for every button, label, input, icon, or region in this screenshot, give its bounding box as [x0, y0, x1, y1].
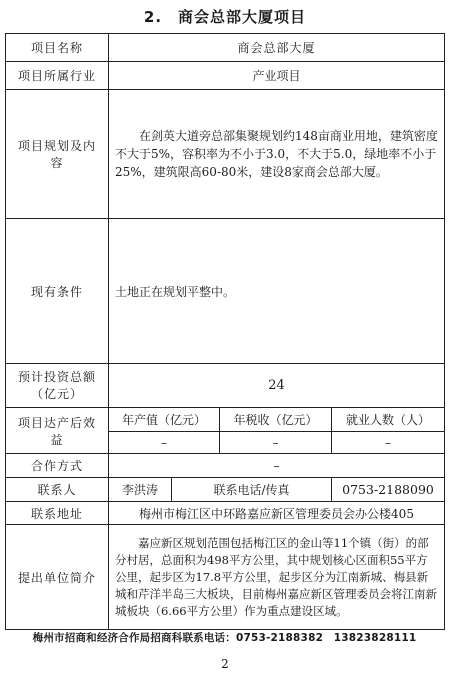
phone-label: 联系电话/传真	[172, 478, 332, 502]
project-table	[5, 33, 445, 630]
contact-name: 李洪涛	[109, 478, 172, 502]
industry-label: 项目所属行业	[6, 62, 109, 90]
row-benefit-headers	[6, 408, 445, 432]
benefit-header-output: 年产值（亿元）	[109, 408, 220, 432]
row-contact	[6, 478, 445, 502]
brief-value: 嘉应新区规划范围包括梅江区的金山等11个镇（街）的部分村居，总面积为498平方公里，其中规划核心区面积55平方公里，起步区为17.8平方公里，起步区分为江南新城、梅县新城和芹洋半岛三大板块，目前梅州嘉应新区管理委员会将江南新城板块（6.66平方公里）作为重点建设区域。	[109, 525, 445, 630]
benefit-value-jobs: –	[332, 432, 445, 454]
cooperation-label: 合作方式	[6, 454, 109, 478]
row-investment	[6, 364, 445, 408]
address-value: 梅州市梅江区中环路嘉应新区管理委员会办公楼405	[109, 502, 445, 525]
cooperation-value: –	[109, 454, 445, 478]
plan-value: 在剑英大道旁总部集聚规划约148亩商业用地，建筑密度不大于5%，容积率为不小于3.0，不大于5.0，绿地率不小于25%，建筑限高60-80米，建设8家商会总部大厦。	[109, 90, 445, 219]
row-plan	[6, 90, 445, 219]
row-condition	[6, 219, 445, 364]
industry-value: 产业项目	[109, 62, 445, 90]
plan-label: 项目规划及内容	[6, 90, 109, 219]
contact-label: 联系人	[6, 478, 109, 502]
project-name-label: 项目名称	[6, 34, 109, 62]
benefit-header-tax: 年税收（亿元）	[220, 408, 332, 432]
brief-label: 提出单位简介	[6, 525, 109, 630]
footer-contact: 梅州市招商和经济合作局招商科联系电话：0753-2188382 13823828111	[32, 632, 417, 644]
project-name-value: 商会总部大厦	[109, 34, 445, 62]
address-label: 联系地址	[6, 502, 109, 525]
row-project-name	[6, 34, 445, 62]
row-address	[6, 502, 445, 525]
phone-value: 0753-2188090	[332, 478, 445, 502]
page-title: 2. 商会总部大厦项目	[143, 8, 307, 26]
investment-value: 24	[109, 364, 445, 408]
benefit-value-output: –	[109, 432, 220, 454]
row-brief	[6, 525, 445, 630]
condition-value: 土地正在规划平整中。	[109, 219, 445, 364]
benefit-value-tax: –	[220, 432, 332, 454]
row-industry	[6, 62, 445, 90]
page-number: 2	[221, 657, 229, 671]
row-cooperation	[6, 454, 445, 478]
condition-label: 现有条件	[6, 219, 109, 364]
benefit-label: 项目达产后效益	[6, 408, 109, 454]
benefit-header-jobs: 就业人数（人）	[332, 408, 445, 432]
investment-label: 预计投资总额（亿元）	[6, 364, 109, 408]
